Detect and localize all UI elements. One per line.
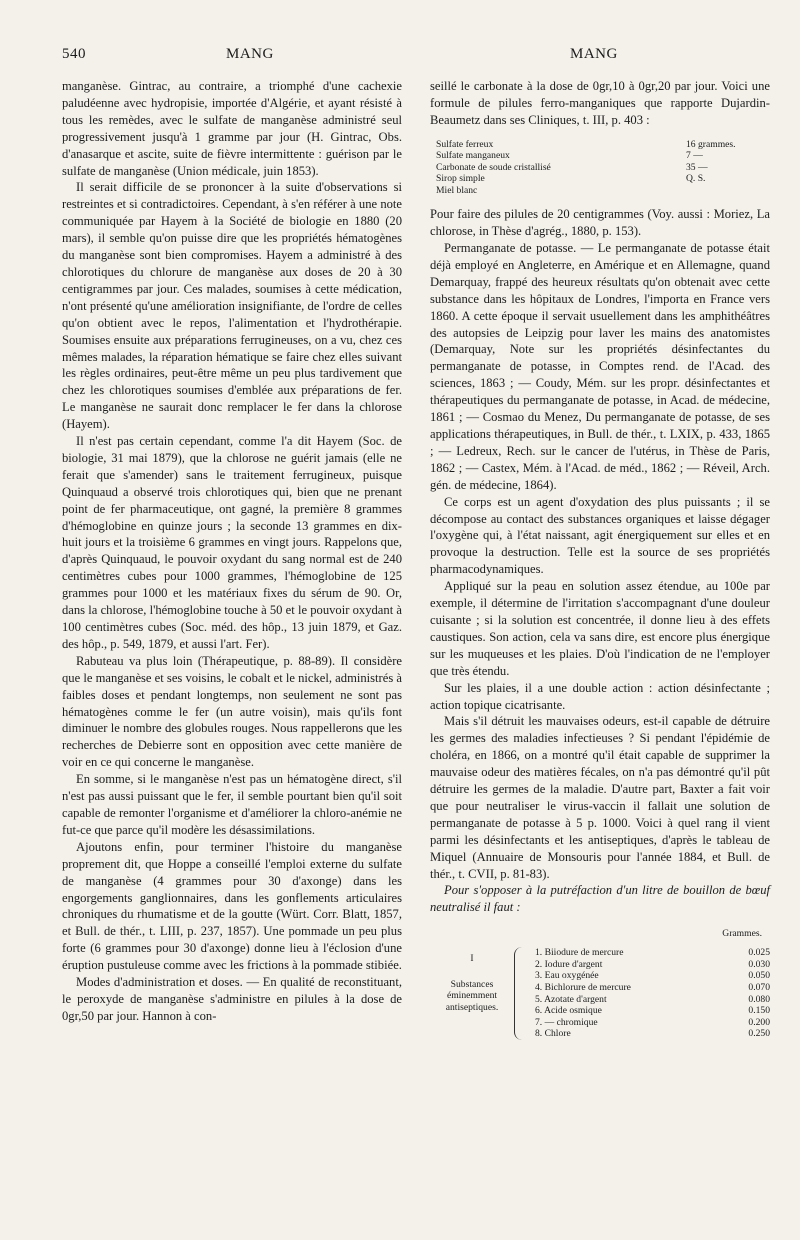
antiseptic-table	[430, 947, 770, 1040]
table-row	[436, 150, 736, 162]
header-left-title: MANG	[226, 46, 274, 62]
paragraph: Pour faire des pilules de 20 centigrammes (Voy. aussi : Moriez, La chlorose, in Thèse d'agrég., 1880, p. 153).	[430, 207, 770, 239]
item-name: Acide osmique	[544, 1005, 602, 1017]
paragraph: Rabuteau va plus loin (Thérapeutique, p. 88-89). Il considère que le manganèse et ses voisins, le cobalt et le nickel, administrés à faibles doses et pendant longtemps, non seulement ne sont pas hématogènes comme le fer (un autre voisin), mais qu'ils font diminuer le nombre des globules rouges. Nous rappellerons que les recherches de Debierre sont en opposition avec cette manière de voir en ce qui concerne le manganèse.	[62, 653, 402, 770]
item-grams: 0.025	[748, 947, 770, 959]
item-name: — chromique	[544, 1016, 598, 1028]
paragraph: Permanganate de potasse. — Le permanganate de potasse était déjà employé en Angleterre, en Amérique et en Allemagne, quand Demarquay, frappé des heureux résultats qu'on obtenait avec cette substance dans les hôpitaux de Londres, l'importa en France vers 1860. A cette époque il servait usuellement dans les amphithéâtres des autopsies de Leipzig pour laver les mains des anatomistes (Demarquay, Note sur les propriétés désinfectantes du permanganate de potasse, in Comptes rend. de l'Acad. des sciences, 1863 ; — Coudy, Mém. sur les propr. désinfectantes et thérapeutiques du permanganate de potasse, in Acad. de médecine, 1861 ; — Cosmao du Menez, Du permanganate de potasse, de ses applications thérapeutiques, in Bull. de thér., t. LXIX, p. 433, 1865 ; — Ledreux, Rech. sur le cancer de l'utérus, in Thèse de Paris, 1862 ; — Castex, Mém. à l'Acad. de méd., 1862 ; — Réveil, Arch. gén. de médecine, 1864).	[430, 241, 770, 492]
item-number: 8.	[535, 1028, 543, 1040]
formula-table	[436, 139, 736, 197]
paragraph: seillé le carbonate à la dose de 0gr,10 à 0gr,20 par jour. Voici une formule de pilules ferro-manganiques que rapporte Dujardin-Beaumetz dans ses Cliniques, t. III, p. 403 :	[430, 79, 770, 127]
page-number: 540	[62, 46, 86, 62]
formula-name: Sirop simple	[436, 173, 485, 185]
grams-header: Grammes.	[722, 928, 762, 940]
brace	[514, 947, 529, 1040]
item-name: Chlore	[544, 1028, 571, 1040]
item-number: 4.	[535, 981, 543, 993]
item-name: Azotate d'argent	[544, 993, 607, 1005]
paragraph: En somme, si le manganèse n'est pas un hématogène direct, s'il n'est pas aussi puissant que le fer, il semble pourtant bien qu'il soit capable de remonter l'organisme et d'améliorer la chloro-anémie ne fut-ce que parce qu'il modère les désassimilations.	[62, 772, 402, 837]
item-grams: 0.250	[748, 1028, 770, 1040]
right-column	[430, 78, 770, 1040]
table-row	[436, 139, 736, 151]
item-number: 1.	[535, 947, 543, 959]
paragraph: Pour s'opposer à la putréfaction d'un litre de bouillon de bœuf neutralisé il faut :	[430, 883, 770, 915]
item-name: Biiodure de mercure	[544, 947, 624, 959]
item-grams: 0.200	[748, 1016, 770, 1028]
item-name: Iodure d'argent	[544, 958, 603, 970]
header-right-title: MANG	[570, 46, 618, 62]
item-number: 6.	[535, 1005, 543, 1017]
item-name: Eau oxygénée	[544, 970, 599, 982]
formula-name: Sulfate ferreux	[436, 138, 494, 150]
item-grams: 0.030	[748, 958, 770, 970]
table-row	[535, 994, 770, 1006]
class-column	[430, 947, 514, 1040]
formula-name: Carbonate de soude cristallisé	[436, 161, 551, 173]
paragraph: Il n'est pas certain cependant, comme l'a dit Hayem (Soc. de biologie, 31 mai 1879), que la chlorose ne guérit jamais (elle ne ferait que s'amender) sans le traitement ferrugineux, puisque Quinquaud a observé trois chlorotiques qui, bien que ne prenant point de fer pharmaceutique, ont gagné, la première 8 grammes d'hémoglobine en quinze jours ; la seconde 13 grammes en dix-huit jours et la troisième 6 grammes en vingt jours. Rappelons que, d'après Quinquaud, le pouvoir oxydant du sang normal est de 240 centimètres cubes pour 1000 grammes, l'hémoglobine de 125 grammes pour 1000 et les matériaux fixes du sérum de 90. Or, dans la chlorose, l'hémoglobine touche à 50 et le pouvoir oxydant à 100 centimètres cubes (Soc. méd. des hôp., 13 juin 1879, et Gaz. des hôp., p. 549, 1879, et aussi l'art. Fer).	[62, 434, 402, 651]
item-grams: 0.050	[748, 970, 770, 982]
formula-qty: 16 grammes.	[686, 138, 736, 150]
paragraph: Il serait difficile de se prononcer à la suite d'observations si restreintes et si contradictoires. Cependant, à s'en référer à une note communiquée par Hayem à la Société de biologie en 1880 (20 mars), il semble qu'on puisse dire que les propriétés hématogènes du manganèse sont bien compromises. Hayem a administré à des chlorotiques du chlorure de manganèse aux doses de 20 à 30 centigrammes par jour. Ces malades, soumises à cette médication, n'ont présenté qu'une amélioration insignifiante, de l'ordre de celles qu'on obtient avec le repos, l'alimentation et l'hydrothérapie. Soumises ensuite aux préparations ferrugineuses, on a vu, chez ces mêmes malades, la réparation hématique se faire chez elles suivant les règles ordinaires, peut-être même un peu plus tardivement que chez les chlorotiques soumises d'emblée aux préparations de fer. Le manganèse ne saurait donc remplacer le fer dans la chlorose (Hayem).	[62, 180, 402, 432]
item-grams: 0.080	[748, 993, 770, 1005]
table-row	[535, 982, 770, 994]
class-description: Substances éminemment antiseptiques.	[445, 978, 499, 1013]
paragraph: manganèse. Gintrac, au contraire, a triomphé d'une cachexie paludéenne avec hydropisie, importée d'Algérie, et ayant résisté à tous les remèdes, avec le sulfate de manganèse administré seul progressivement jusqu'à 1 gramme par jour (H. Gintrac, Obs. d'anasarque et ascite, suite de fièvre intermittente : guérison par le sulfate de manganèse (Union médicale, juin 1853).	[62, 79, 402, 178]
formula-qty: 7 —	[686, 150, 703, 162]
item-number: 5.	[535, 993, 543, 1005]
table-row	[535, 1017, 770, 1029]
item-number: 7.	[535, 1016, 543, 1028]
formula-name: Miel blanc	[436, 184, 478, 196]
item-number: 2.	[535, 958, 543, 970]
item-name: Bichlorure de mercure	[544, 981, 631, 993]
table-row	[535, 970, 770, 982]
formula-qty: Q. S.	[686, 173, 706, 185]
item-grams: 0.150	[748, 1005, 770, 1017]
class-label: I	[470, 953, 474, 965]
table-row	[535, 1028, 770, 1040]
paragraph: Appliqué sur la peau en solution assez étendue, au 100e par exemple, il détermine de l'irritation s'accompagnant d'une douleur cuisante ; si la solution est concentrée, il donne lieu à des effets caustiques. Son action, cela va sans dire, est encore plus énergique sur les muqueuses et les plaies. D'où l'indication de ne l'employer que très étendu.	[430, 579, 770, 678]
formula-name: Sulfate manganeux	[436, 150, 510, 162]
formula-qty: 35 —	[686, 161, 708, 173]
item-grams: 0.070	[748, 981, 770, 993]
table-row	[535, 1005, 770, 1017]
paragraph: Mais s'il détruit les mauvaises odeurs, est-il capable de détruire les germes des maladies infectieuses ? Si pendant l'épidémie de choléra, en 1866, on a montré qu'il était capable de supprimer la mauvaise odeur des matières fécales, on n'a pas démontré qu'il pût détruire les germes de la maladie. D'autre part, Baxter a fait voir que pour neutraliser le virus-vaccin il fallait une solution de permanganate de potasse à 5 p. 1000. Voici à quel rang il vient parmi les désinfectants et les antiseptiques, d'après le tableau de Miquel (Annuaire de Monsouris pour l'année 1884, et Bull. de thér., t. CVII, p. 81-83).	[430, 714, 770, 881]
item-number: 3.	[535, 970, 543, 982]
paragraph: Sur les plaies, il a une double action : action désinfectante ; action topique cicatrisante.	[430, 680, 770, 712]
table-row	[535, 959, 770, 971]
table-row	[436, 173, 736, 185]
table-row	[535, 947, 770, 959]
table-row	[436, 162, 736, 174]
paragraph: Ajoutons enfin, pour terminer l'histoire du manganèse proprement dit, que Hoppe a conseillé l'emploi externe du sulfate de manganèse (4 grammes pour 30 d'axonge) dans les engorgements ganglionnaires, dans les gonflements articulaires chroniques du rhumatisme et de la goutte (Würt. Corr. Blatt, 1857, et Bull. de thér., t. LIII, p. 237, 1857). Une pommade un peu plus forte (6 grammes pour 30 d'axonge) donne lieu à l'éclosion d'une éruption pustuleuse comme avec les frictions à la pommade stibiée.	[62, 839, 402, 973]
paragraph: Ce corps est un agent d'oxydation des plus puissants ; il se décompose au contact des substances organiques et laisse dégager l'oxygène qui, à l'état naissant, agit énergiquement sur elles et en provoque la destruction. Telle est la source de ses propriétés pharmacodynamiques.	[430, 494, 770, 577]
left-column	[62, 78, 402, 1025]
paragraph: Modes d'administration et doses. — En qualité de reconstituant, le peroxyde de manganèse s'administre en pilules à la dose de 0gr,50 par jour. Hannon à con-	[62, 975, 402, 1023]
antiseptic-list	[535, 947, 770, 1040]
